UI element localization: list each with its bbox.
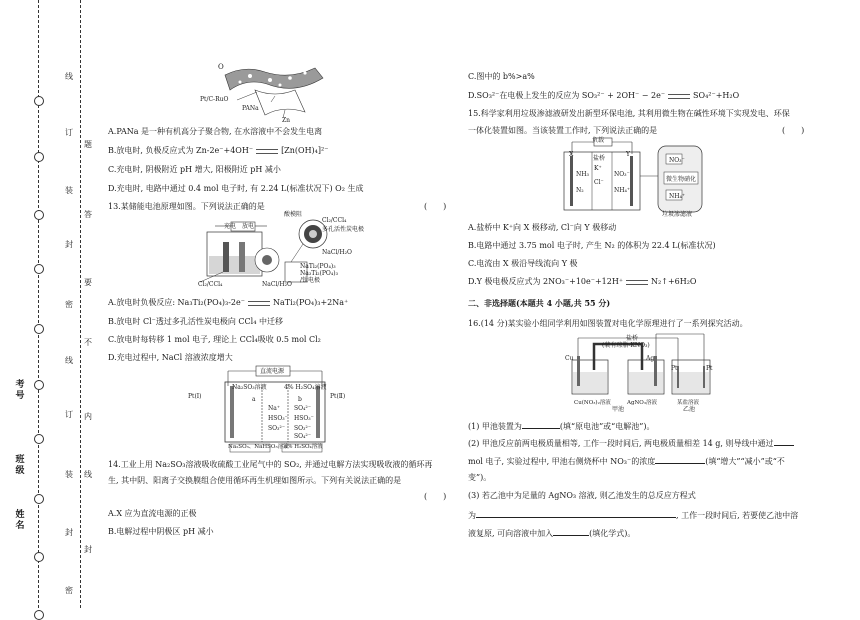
- q15-option-b: B.电路中通过 3.75 mol 电子时, 产生 N₂ 的体积为 22.4 L(标准状况): [468, 241, 716, 250]
- fig2-label-na-ti: NaTi₂(PO₄)₃: [300, 263, 336, 270]
- fig2-label-discharge: 放电: [242, 223, 255, 230]
- fig2-label-na3ti: Na₃Ti₂(PO₄)₃: [300, 270, 339, 277]
- margin-inner-char: 封: [84, 545, 92, 554]
- fig4-label-leach: 垃圾渗滤液: [662, 211, 693, 218]
- margin-inner-char: 答: [84, 210, 92, 219]
- margin-circle: [34, 96, 44, 106]
- q15-option-d: D.Y 极电极反应式为 2NO₃⁻+10e⁻+12H⁺ N₂↑+6H₂O: [468, 277, 697, 286]
- fig3-label-na-plus: Na⁺: [268, 405, 280, 412]
- q16-part2-line1: (2) 甲池反应前两电极质量相等, 工作一段时间后, 两电极质量相差 14 g, 则导线中通过: [468, 437, 794, 449]
- margin-circle: [34, 434, 44, 444]
- fig2-label-cl2ccl4-left: Cl₂/CCl₄: [198, 281, 223, 288]
- q12-option-b: B.放电时, 负极反应式为 Zn-2e⁻+4OH⁻ [Zn(OH)₄]²⁻: [108, 146, 329, 155]
- q15-answer-paren: ( ): [782, 126, 805, 135]
- fig3-label-a: a: [252, 396, 256, 403]
- fig4-label-nh3: NH₃: [576, 171, 589, 178]
- margin-seal-char: 线: [65, 356, 73, 365]
- margin-inner-char: 题: [84, 140, 92, 149]
- fig5-label-salt-note: (装有琼脂-KNO₃): [602, 342, 650, 349]
- fig3-label-so3-b: SO₃²⁻: [294, 425, 312, 432]
- fig1-label-o: O: [218, 63, 224, 71]
- answer-blank[interactable]: [553, 527, 589, 536]
- q13-stem: 13.某储能电池原理如图。下列说法正确的是: [108, 202, 265, 211]
- fig5-label-cell2: 乙池: [683, 406, 696, 413]
- margin-dashed-line-inner: [80, 0, 81, 608]
- margin-circle: [34, 494, 44, 504]
- margin-inner-char: 要: [84, 278, 92, 287]
- q16-part3-line1: (3) 若乙池中为足量的 AgNO₃ 溶液, 则乙池发生的总反应方程式: [468, 491, 696, 500]
- fig3-label-hso3-b: HSO₃⁻: [294, 415, 314, 422]
- margin-seal-char: 密: [65, 300, 73, 309]
- equilibrium-arrow: [626, 280, 648, 285]
- fig1-label-ptc: Pt/C-RuO: [200, 96, 229, 103]
- margin-circle: [34, 380, 44, 390]
- equilibrium-arrow: [668, 94, 690, 99]
- fig5-label-sol3: 某盐溶液: [677, 400, 700, 406]
- q16-part2-line3: 变”)。: [468, 473, 492, 482]
- q14-stem-line2: 生, 其中阴、阳离子交换膜组合使用循环再生机理如图所示。下列有关说法正确的是: [108, 476, 402, 485]
- margin-dashed-line-outer: [38, 0, 39, 608]
- fig5-label-pt1: Pt: [671, 365, 678, 372]
- answer-blank[interactable]: [522, 420, 560, 429]
- q16-stem: 16.(14 分)某实验小组同学利用如图装置对电化学原理进行了一系列探究活动。: [468, 319, 748, 328]
- margin-inner-char: 线: [84, 470, 92, 479]
- q15-option-c: C.电流由 X 极沿导线流向 Y 极: [468, 259, 578, 268]
- fig4-label-no3: NO₃⁻: [614, 171, 630, 178]
- fig5-label-ag: Ag: [646, 355, 655, 362]
- fig2-label-cl2ccl4-right: Cl₂/CCl₄: [322, 217, 347, 224]
- section-2-title: 二、非选择题(本题共 4 小题,共 55 分): [468, 298, 611, 308]
- q15-option-a: A.盐桥中 K⁺向 X 极移动, Cl⁻向 Y 极移动: [468, 223, 617, 232]
- field-name-label: 姓名: [15, 510, 25, 531]
- margin-circle: [34, 324, 44, 334]
- fig5-label-sol2: AgNO₃溶液: [627, 400, 658, 406]
- q13-option-a: A.放电时负极反应: Na₃Ti₂(PO₄)₃-2e⁻ NaTi₂(PO₄)₃+2Na⁺: [108, 298, 349, 307]
- figure-zinc-air-battery: [195, 60, 335, 122]
- margin-inner-char: 不: [84, 338, 92, 347]
- margin-seal-char: 线: [65, 72, 73, 81]
- fig3-label-hso3: HSO₃⁻: [268, 415, 288, 422]
- fig4-label-tank-bot: NH₄⁺: [669, 193, 686, 200]
- fig3-label-top-right: 4% H₂SO₄溶液: [284, 384, 327, 391]
- q12-option-d: D.充电时, 电路中通过 0.4 mol 电子时, 有 2.24 L(标准状况下) O₂ 生成: [108, 184, 364, 193]
- equilibrium-arrow: [248, 301, 270, 306]
- fig3-label-power: 直流电源: [260, 368, 285, 375]
- fig2-label-charge: 充电: [224, 223, 237, 230]
- fig3-label-so3: SO₃²⁻: [268, 425, 286, 432]
- fig5-label-cu: Cu: [565, 355, 574, 362]
- q14-stem-line1: 14.工业上用 Na₂SO₃溶液吸收硫酸工业尾气中的 SO₂, 并通过电解方法实现吸收液的循环再: [108, 460, 433, 469]
- q14-answer-paren: ( ): [424, 492, 447, 501]
- fig3-label-pt1: Pt(Ⅰ): [188, 393, 202, 400]
- answer-blank[interactable]: [476, 509, 676, 518]
- fig4-label-tank-mid: 微生物硝化: [666, 176, 697, 183]
- q15-stem-line2: 一体化装置如图。当该装置工作时, 下列说法正确的是: [468, 126, 658, 135]
- fig3-label-bottom-right: a% H₂SO₄溶液: [284, 444, 323, 450]
- fig2-label-porous: 多孔活性炭电极: [322, 226, 365, 233]
- margin-seal-char: 封: [65, 240, 73, 249]
- fig2-label-nacl-right: NaCl/H₂O: [322, 249, 352, 256]
- equilibrium-arrow: [256, 149, 278, 154]
- margin-circle: [34, 210, 44, 220]
- fig4-label-load: 负载: [592, 137, 605, 144]
- field-class-label: 班级: [15, 455, 25, 476]
- fig4-label-y: Y: [626, 151, 630, 158]
- fig2-label-legend-title: 酸模阻: [284, 211, 303, 218]
- q14-option-a: A.X 应为直流电源的正极: [108, 509, 197, 518]
- fig2-label-flake: /钛电极: [300, 277, 321, 284]
- q14-option-d: D.SO₃²⁻在电极上发生的反应为 SO₃²⁻ + 2OH⁻ − 2e⁻ SO₄²⁻+H₂O: [468, 91, 740, 100]
- q13-answer-paren: ( ): [424, 202, 447, 211]
- answer-blank[interactable]: [774, 437, 794, 446]
- fig5-label-sol1: Cu(NO₃)₂溶液: [574, 400, 611, 406]
- fig3-label-bottom-left: Na₂SO₃、NaHSO₃溶液: [228, 444, 289, 450]
- answer-blank[interactable]: [655, 455, 705, 464]
- q12-option-c: C.充电时, 阴极附近 pH 增大, 阳极附近 pH 减小: [108, 165, 281, 174]
- q16-part3-line3: 液复原, 可向溶液中加入 (填化学式)。: [468, 529, 636, 538]
- q13-option-d: D.充电过程中, NaCl 溶液浓度增大: [108, 353, 233, 362]
- fig2-label-nacl: NaCl/H₂O: [262, 281, 292, 288]
- margin-circle: [34, 610, 44, 620]
- margin-inner-char: 内: [84, 412, 92, 421]
- margin-seal-char: 封: [65, 528, 73, 537]
- q15-stem-line1: 15.科学家利用垃圾渗滤液研发出新型环保电池, 其利用微生物在碱性环境下实现发电、环保: [468, 109, 790, 118]
- fig5-label-pt2: Pt: [706, 365, 713, 372]
- margin-circle: [34, 264, 44, 274]
- field-id-label: 考号: [15, 380, 25, 401]
- q14-option-c: C.图中的 b%>a%: [468, 72, 535, 81]
- q14-option-b: B.电解过程中阴极区 pH 减小: [108, 527, 214, 536]
- margin-seal-char: 密: [65, 586, 73, 595]
- fig4-label-nh4: NH₄⁺: [614, 187, 631, 194]
- fig4-label-x: X: [569, 151, 574, 158]
- q13-option-c: C.放电时每转移 1 mol 电子, 理论上 CCl₄吸收 0.5 mol Cl₂: [108, 335, 321, 344]
- fig5-label-cell1: 甲池: [612, 406, 625, 413]
- fig3-label-pt2: Pt(Ⅱ): [330, 393, 346, 400]
- fig1-label-panna: PANa: [242, 105, 259, 112]
- fig4-label-cl: Cl⁻: [594, 179, 604, 186]
- fig3-label-b: b: [298, 396, 302, 403]
- fig4-label-k: K⁺: [594, 165, 602, 172]
- q16-part2-line2: mol 电子, 实验过程中, 甲池右侧烧杯中 NO₃⁻的浓度 (填“增大”“减小”或“不: [468, 457, 785, 466]
- q16-part1: (1) 甲池装置为 (填“原电池”或“电解池”)。: [468, 422, 655, 431]
- fig4-label-tank-top: NO₃⁻: [669, 157, 685, 164]
- q12-option-a: A.PANa 是一种有机高分子聚合物, 在水溶液中不会发生电离: [108, 127, 323, 136]
- q13-option-b: B.放电时 Cl⁻透过多孔活性炭电极向 CCl₄ 中迁移: [108, 317, 283, 326]
- fig4-label-salt: 盐桥: [593, 155, 606, 162]
- fig3-label-so4-2: SO₄²⁻: [294, 433, 312, 440]
- fig5-label-salt-bridge: 盐桥: [626, 335, 639, 342]
- fig3-label-so4-1: SO₄²⁻: [294, 405, 312, 412]
- margin-seal-char: 装: [65, 186, 73, 195]
- fig1-label-zn: Zn: [282, 117, 291, 124]
- margin-circle: [34, 152, 44, 162]
- margin-circle: [34, 552, 44, 562]
- fig4-label-n2: N₂: [576, 187, 584, 194]
- margin-seal-char: 订: [65, 410, 73, 419]
- margin-seal-char: 订: [65, 128, 73, 137]
- margin-seal-char: 装: [65, 470, 73, 479]
- fig3-label-top-left: Na₂SO₃溶液: [232, 384, 267, 391]
- q16-part3-line2: 为 , 工作一段时间后, 若要使乙池中溶: [468, 511, 799, 520]
